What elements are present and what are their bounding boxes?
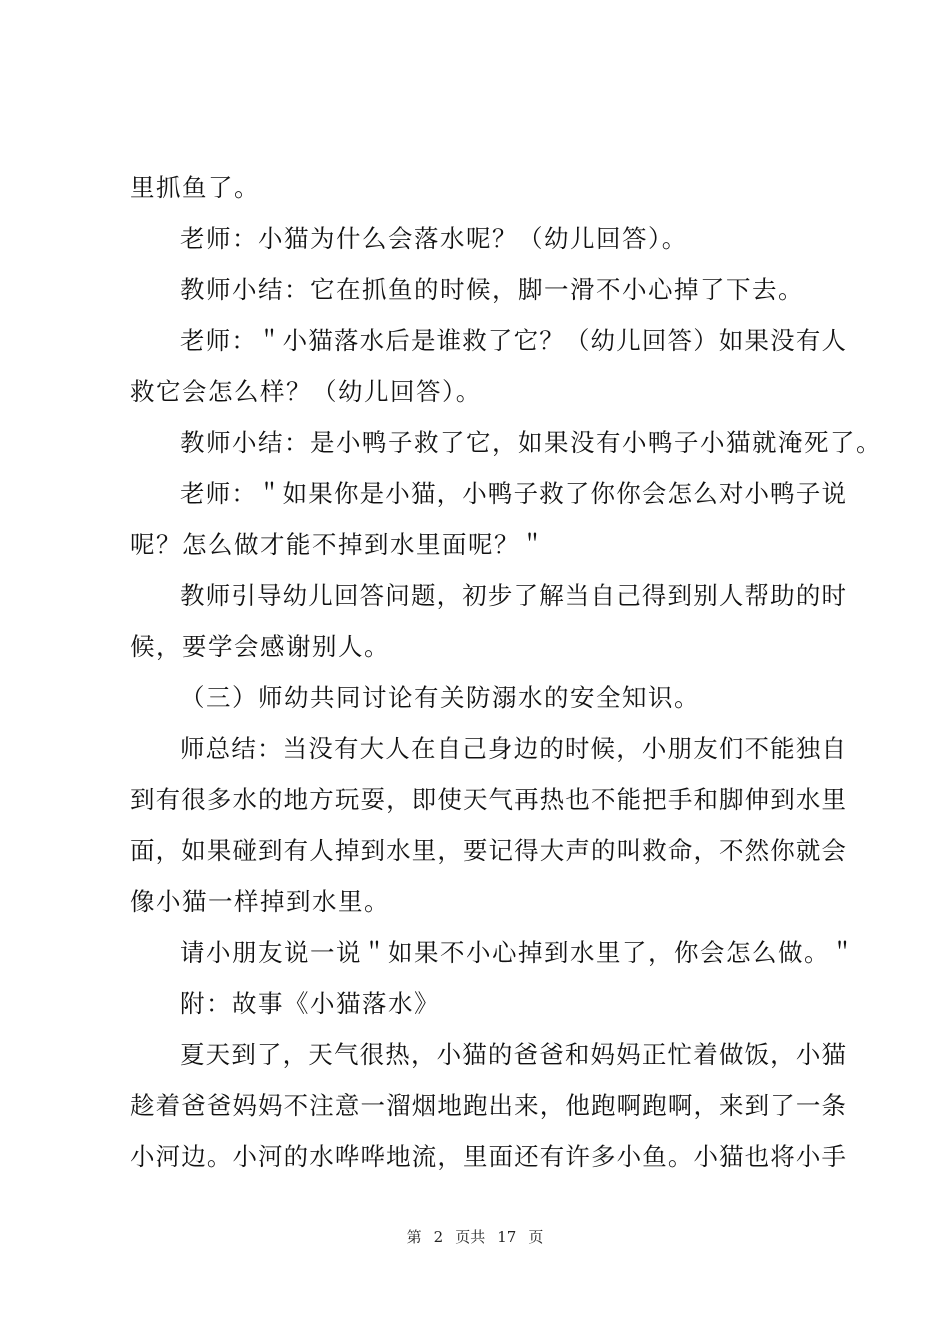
footer-label-of: 页共 <box>455 1228 486 1246</box>
text-line: 夏天到了，天气很热，小猫的爸爸和妈妈正忙着做饭，小猫 <box>180 1040 846 1069</box>
text-line: 到有很多水的地方玩耍，即使天气再热也不能把手和脚伸到水里 <box>130 785 846 814</box>
text-line: 像小猫一样掉到水里。 <box>130 887 390 916</box>
text-line: 面，如果碰到有人掉到水里，要记得大声的叫救命，不然你就会 <box>130 836 846 865</box>
footer-label-page: 第 <box>406 1228 422 1246</box>
footer-current-page: 2 <box>433 1228 444 1246</box>
footer-total-pages: 17 <box>497 1228 517 1246</box>
document-body <box>130 162 882 1182</box>
text-line: 老师：＂如果你是小猫，小鸭子救了你你会怎么对小鸭子说 <box>180 479 846 508</box>
text-line: 请小朋友说一说＂如果不小心掉到水里了，你会怎么做。＂ <box>180 938 856 967</box>
text-line: 小河边。小河的水哗哗地流，里面还有许多小鱼。小猫也将小手 <box>130 1142 846 1171</box>
text-line: 呢？怎么做才能不掉到水里面呢？＂ <box>130 530 546 559</box>
section-heading: （三）师幼共同讨论有关防溺水的安全知识。 <box>180 683 700 712</box>
text-line: 教师小结：它在抓鱼的时候，脚一滑不小心掉了下去。 <box>180 275 804 304</box>
text-line: 教师引导幼儿回答问题，初步了解当自己得到别人帮助的时 <box>180 581 846 610</box>
page-footer <box>0 1226 950 1248</box>
text-line: 老师：小猫为什么会落水呢？（幼儿回答）。 <box>180 224 688 253</box>
text-line: 教师小结：是小鸭子救了它，如果没有小鸭子小猫就淹死了。 <box>180 428 882 457</box>
appendix-title: 附：故事《小猫落水》 <box>180 989 440 1018</box>
text-line: 救它会怎么样？（幼儿回答）。 <box>130 377 482 406</box>
footer-label-end: 页 <box>528 1228 544 1246</box>
text-line: 候，要学会感谢别人。 <box>130 632 390 661</box>
text-line: 师总结：当没有大人在自己身边的时候，小朋友们不能独自 <box>180 734 846 763</box>
text-line: 老师：＂小猫落水后是谁救了它？（幼儿回答）如果没有人 <box>180 326 846 355</box>
text-line: 趁着爸爸妈妈不注意一溜烟地跑出来，他跑啊跑啊，来到了一条 <box>130 1091 846 1120</box>
text-line: 里抓鱼了。 <box>130 173 260 202</box>
